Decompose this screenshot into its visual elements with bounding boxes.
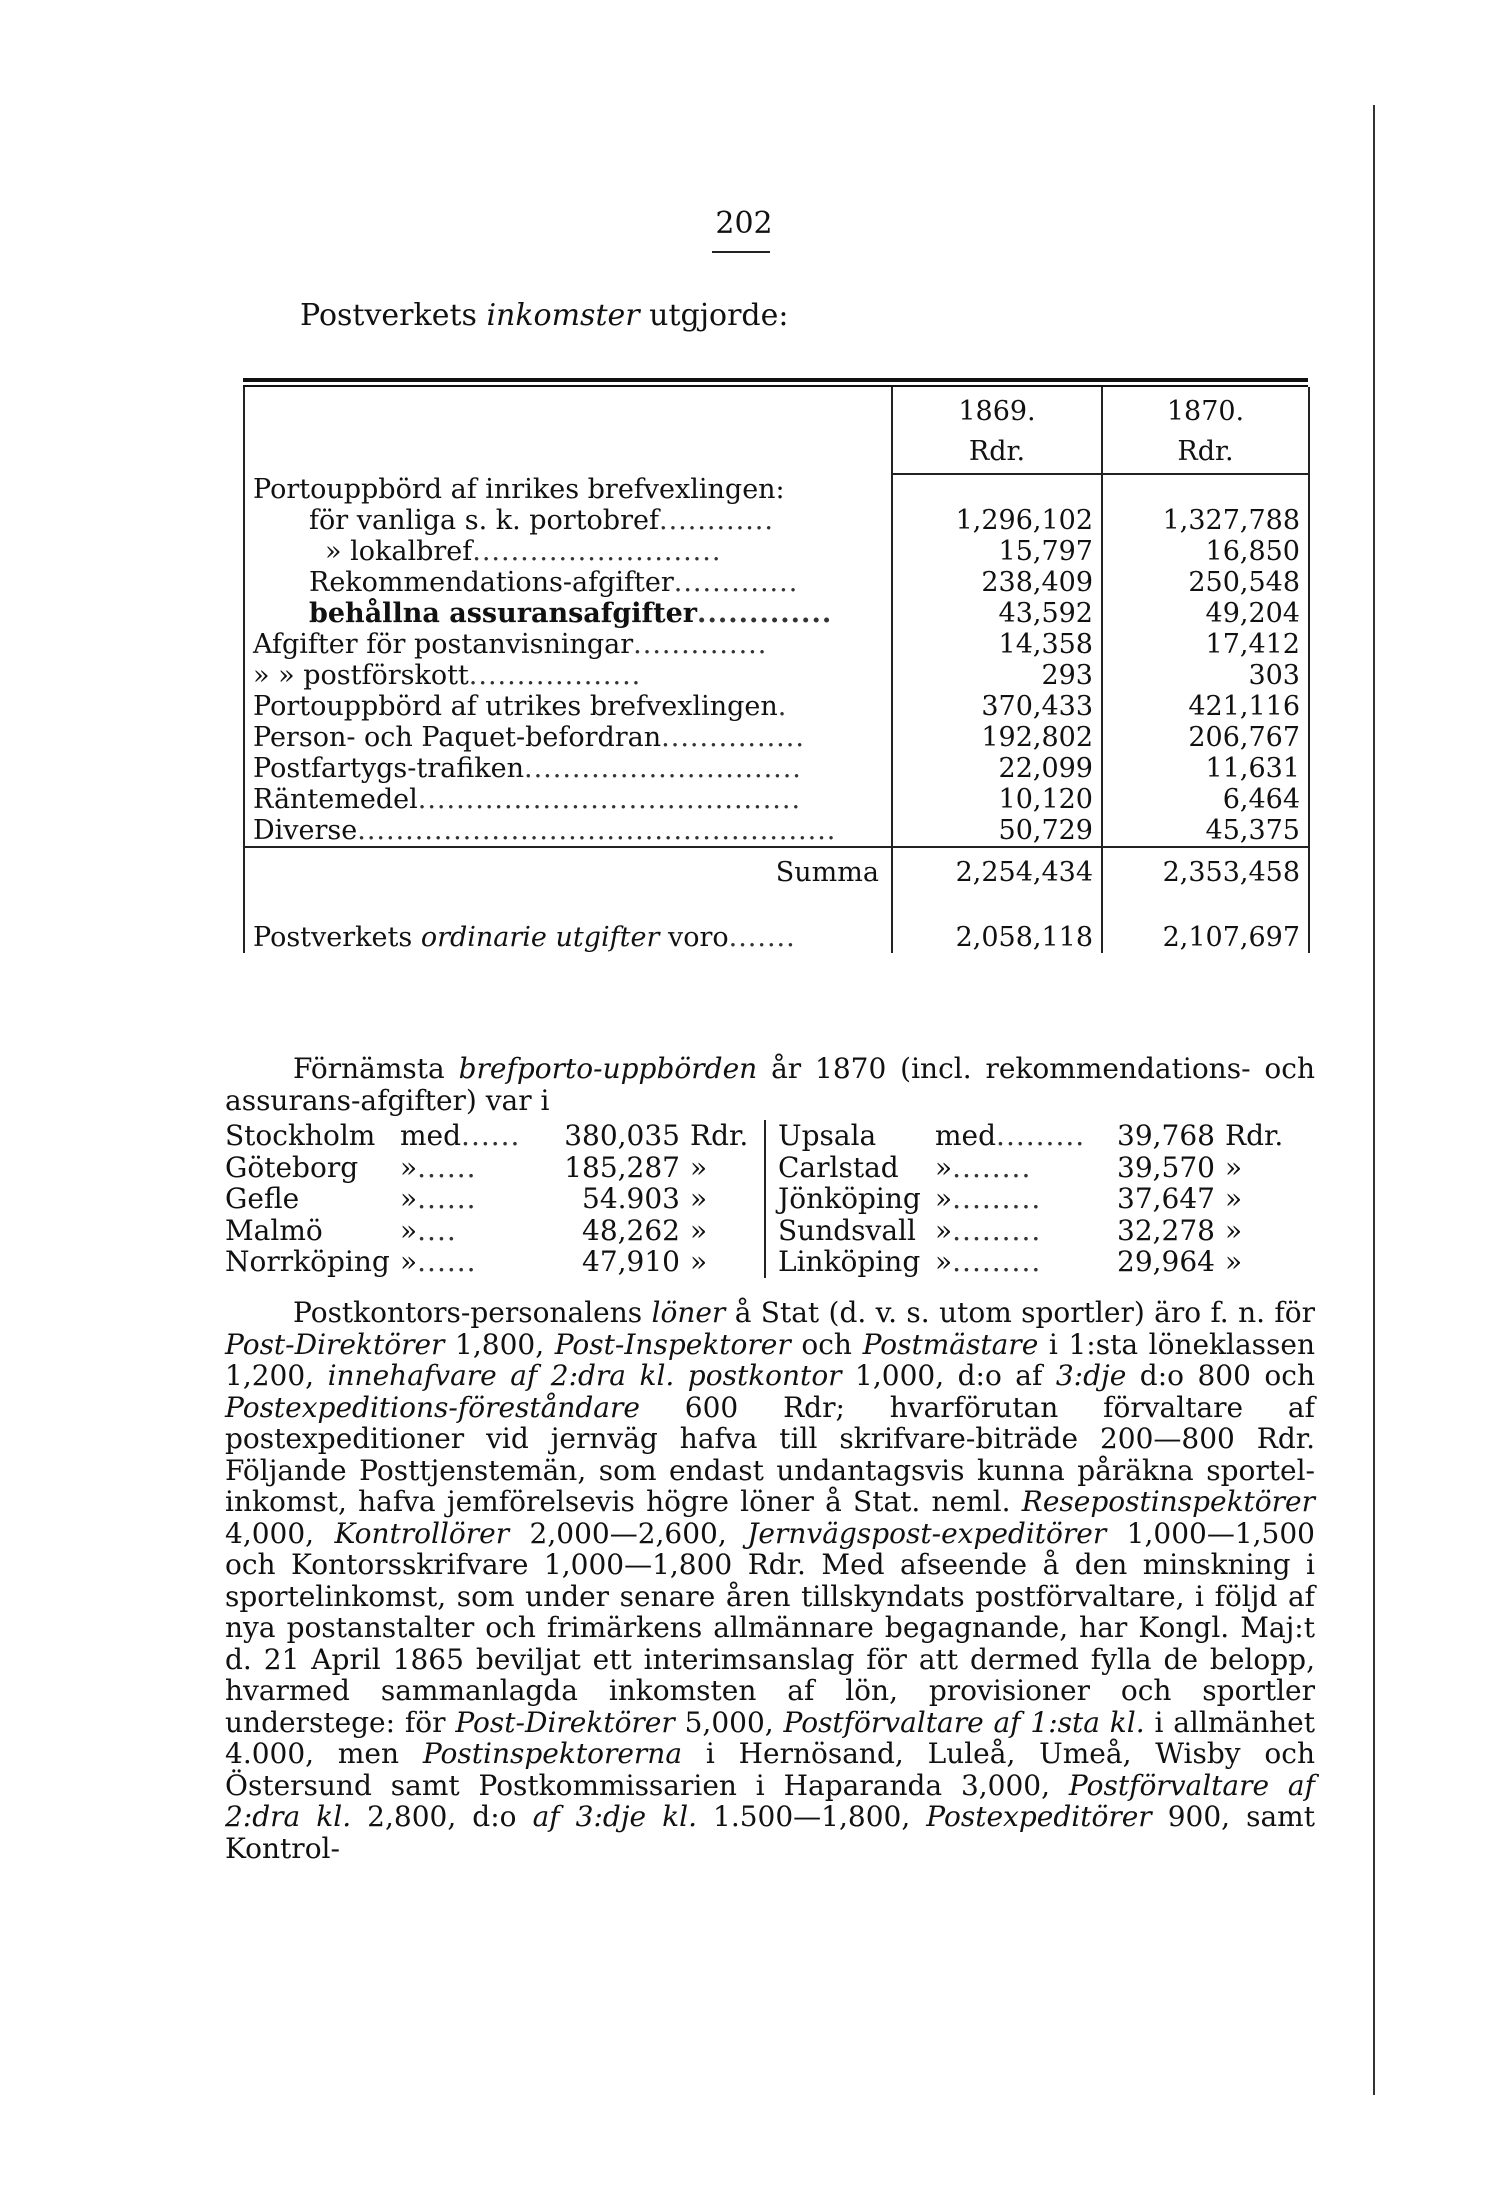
paragraph2-italic: 3:dje [1055,1359,1127,1392]
city-name: Stockholm [225,1119,376,1152]
city-prep: med [400,1119,462,1152]
summa-1869: 2,254,434 [892,847,1102,888]
leader-dots: .................................................. [357,815,837,846]
table-row [244,815,1309,847]
paragraph2-text: 2,800, d:o [351,1800,533,1833]
table-row [244,598,1309,629]
city-prep: » [935,1213,953,1247]
leader-dots: ......... [952,1182,1042,1215]
table-row [244,784,1309,815]
city-unit: » [1225,1245,1243,1278]
city-prep-cell [400,1183,510,1215]
leader-dots: ............... [661,722,805,753]
value-1870: 250,548 [1102,567,1309,598]
row-label: » » postförskott [253,660,469,691]
paragraph2-italic: Post-Direktörer [455,1705,675,1739]
value-1870: 17,412 [1102,629,1309,660]
summa-1870: 2,353,458 [1102,847,1309,888]
leader-dots: ............. [697,598,833,629]
city-name: Upsala [765,1120,935,1152]
summa-row [244,847,1309,888]
paragraph2-italic: Postförvaltare af 1:sta kl. [783,1705,1145,1739]
city-prep-cell [400,1215,510,1247]
city-name: Göteborg [225,1150,359,1184]
value-1869: 238,409 [892,567,1102,598]
header-unit-row [244,427,1309,467]
city-prep-cell [935,1215,1045,1247]
page-number-underline [712,251,770,253]
paragraph2-italic: af 3:dje kl. [532,1800,697,1833]
paragraph2-text: och [790,1327,863,1361]
city-name: Gefle [225,1182,300,1215]
city-value: 37,647 [1117,1182,1215,1215]
summa-label: Summa [244,847,892,888]
paragraph2-italic: Jernvägspost-expeditörer [747,1516,1107,1550]
leader-dots: .......................... [472,536,722,567]
city-unit: » [690,1245,708,1278]
value-1869: 14,358 [892,629,1102,660]
value-1869: 15,797 [892,536,1102,567]
city-prep: » [935,1245,953,1278]
city-value: 380,035 [564,1119,680,1152]
page-number: 202 [715,206,773,241]
row-label-cell [244,598,892,629]
city-prep: » [935,1150,953,1184]
table-row [244,722,1309,753]
value-1869: 22,099 [892,753,1102,784]
city-value: 39,768 [1117,1119,1215,1152]
table-row [244,691,1309,722]
expenses-1870: 2,107,697 [1102,922,1309,953]
value-1869: 10,120 [892,784,1102,815]
row-label-cell [244,567,892,598]
value-1870: 45,375 [1102,815,1309,847]
header-year-1869: 1869. [892,387,1102,427]
caption-prefix: Postverkets [300,298,487,333]
city-value: 185,287 [564,1150,680,1184]
header-unit-1869: Rdr. [892,427,1102,467]
city-prep-cell [400,1119,521,1152]
city-row [225,1246,1315,1278]
city-unit: » [690,1213,708,1247]
value-1870: 11,631 [1102,753,1309,784]
table-row [244,629,1309,660]
paragraph2-italic: innehafvare af 2:dra kl. postkontor [327,1359,842,1392]
row-label: Rekommendations-afgifter [309,567,674,598]
row-label: Portouppbörd af utrikes brefvexlingen [253,691,778,722]
city-value: 48,262 [582,1213,680,1247]
city-row [225,1120,1315,1152]
header-year-row [244,387,1309,427]
table-row [244,536,1309,567]
leader-dots: ...... [417,1182,477,1215]
paragraph2-text: i Hernösand, Luleå, Umeå, Wisby och Östersund samt Postkommissarien i Haparanda 3,000, [225,1737,1316,1802]
leader-dots: ....... [728,922,796,953]
city-name: Sundsvall [765,1215,935,1247]
city-unit: » [1225,1182,1243,1215]
paragraph2-text: d:o 800 och [1126,1359,1315,1392]
city-row [225,1152,1315,1184]
row-label: Afgifter för postanvisningar [253,629,634,660]
paragraph2-italic: löner [651,1296,726,1329]
row-label-cell [244,505,892,536]
section-label-row [244,474,1309,505]
row-label: Diverse [253,815,358,846]
expenses-italic: ordinarie utgifter [420,922,660,953]
header-unit-1870: Rdr. [1102,427,1309,467]
value-1869: 293 [892,660,1102,691]
value-1869: 50,729 [892,815,1102,847]
city-value: 54.903 [582,1182,680,1215]
value-1870: 206,767 [1102,722,1309,753]
value-1869: 43,592 [892,598,1102,629]
city-value: 29,964 [1117,1245,1215,1278]
table-top-rule [243,378,1308,382]
row-label: Postfartygs-trafiken [253,753,524,784]
city-unit: » [690,1182,708,1215]
city-unit: Rdr. [690,1119,749,1152]
margin-line [1373,105,1375,2095]
city-prep: » [935,1182,953,1215]
expenses-suffix: voro [659,922,729,953]
city-prep-cell [935,1152,1045,1184]
value-1870: 1,327,788 [1102,505,1309,536]
paragraph2-text: 1,000, d:o af [841,1359,1056,1392]
value-1869: 370,433 [892,691,1102,722]
cities-table [225,1120,1315,1278]
paragraph2-text: 600 Rdr; hvarförutan förvaltare af postexpeditioner vid jernväg hafva till skrifvare-biträde 200—800 Rdr. Följande Posttjenstemän, som endast undantagsvis kunna påräkna sportel-inkomst, hafva jemförelsevis högre löner å Stat. neml. [225,1390,1315,1518]
paragraph2-text: Postkontors-personalens [293,1296,652,1329]
table-row [244,660,1309,691]
table-caption [300,298,789,333]
leader-dots: ......... [952,1213,1042,1247]
city-value: 39,570 [1117,1150,1215,1184]
row-label-cell [244,753,892,784]
expenses-row [244,922,1309,953]
city-prep: med [935,1119,997,1152]
city-name: Malmö [225,1213,323,1247]
city-unit: » [1225,1213,1243,1247]
city-unit: » [690,1150,708,1184]
row-label-cell [244,536,892,567]
paragraph2-italic: Post-Direktörer [225,1327,445,1361]
row-label-cell [244,691,892,722]
leader-dots: ............ [658,505,774,536]
city-prep-cell [400,1246,510,1278]
city-prep: » [400,1245,418,1278]
paragraph2-italic: Post-Inspektorer [554,1327,791,1361]
leader-dots: .... [417,1213,457,1247]
expenses-prefix: Postverkets [253,922,421,953]
paragraph2-text: i allmänhet 4.000, men [225,1705,1315,1770]
city-name: Linköping [765,1246,935,1278]
city-prep: » [400,1150,418,1184]
section-label: Portouppbörd af inrikes brefvexlingen: [244,474,892,505]
row-label-cell [244,660,892,691]
city-unit: » [1225,1150,1243,1184]
leader-dots: ............. [673,567,799,598]
city-value: 32,278 [1117,1213,1215,1247]
paragraph2-text: 4,000, [225,1516,335,1550]
paragraph2-italic: Resepostinspektörer [1021,1485,1315,1518]
row-label-cell [244,784,892,815]
paragraph2-text: i 1:sta löneklassen 1,200, [225,1327,1316,1392]
income-table-wrap [243,378,1308,953]
value-1870: 303 [1102,660,1309,691]
paragraph2-italic: Postinspektorerna [422,1737,683,1770]
caption-suffix: utgjorde: [639,298,789,333]
city-row [225,1183,1315,1215]
paragraph2-text: 2,000—2,600, [509,1516,748,1550]
leader-dots: ........................................ [417,784,802,815]
leader-dots: ........ [952,1150,1032,1184]
expenses-label-cell [244,922,892,953]
paragraph1-before: Förnämsta [293,1052,459,1085]
cities-table-wrap [225,1120,1315,1278]
leader-dots: .................. [468,660,642,691]
paragraph1-after: år 1870 (incl. rekommendations- och assurans-afgifter) var i [225,1052,1315,1117]
city-prep-cell [935,1119,1086,1152]
city-name: Norrköping [225,1245,390,1278]
paragraph2-italic: Postexpeditions-föreståndare [225,1390,640,1424]
city-name: Carlstad [765,1152,935,1184]
value-1869: 1,296,102 [892,505,1102,536]
paragraph2-italic: Postexpeditörer [926,1800,1152,1833]
city-unit: Rdr. [1225,1119,1284,1152]
leader-dots: ...... [461,1119,521,1152]
paragraph-brefporto [225,1053,1315,1116]
city-name: Jönköping [765,1183,935,1215]
city-prep-cell [935,1183,1045,1215]
table-row [244,567,1309,598]
city-prep: » [400,1182,418,1215]
paragraph-loner [225,1297,1315,1864]
row-label-cell [244,815,892,847]
paragraph2-text: 900, samt Kontrol- [225,1800,1315,1865]
paragraph2-text: 5,000, [674,1705,784,1739]
paragraph2-text: 1,000—1,500 och Kontorsskrifvare 1,000—1,800 Rdr. Med afseende å den minskning i sportelinkomst, som under senare åren tillskyndats postförvaltare, i följd af nya postanstalter och frimärkens allmännare begagnande, har Kongl. Maj:t d. 21 April 1865 beviljat ett interimsanslag för att dermed fylla de belopp, hvarmed sammanlagda inkomsten af lön, provisioner och sportler understege: för [225,1516,1315,1739]
leader-dots: ............................. [524,753,802,784]
header-year-1870: 1870. [1102,387,1309,427]
row-label-cell [244,722,892,753]
value-1870: 421,116 [1102,691,1309,722]
paragraph2-text: 1,800, [444,1327,555,1361]
row-label: behållna assuransafgifter [309,598,698,629]
row-label: för vanliga s. k. portobref [309,505,659,536]
table-row [244,505,1309,536]
value-1869: 192,802 [892,722,1102,753]
income-table [243,387,1310,953]
city-prep-cell [935,1246,1045,1278]
paragraph2-text: 1.500—1,800, [696,1800,927,1833]
leader-dots: ...... [417,1150,477,1184]
row-label-cell [244,629,892,660]
caption-italic: inkomster [486,298,640,333]
paragraph2-italic: Postförvaltare af 2:dra kl. [225,1768,1315,1833]
value-1870: 49,204 [1102,598,1309,629]
value-1870: 6,464 [1102,784,1309,815]
city-value: 47,910 [582,1245,680,1278]
row-label: Person- och Paquet-befordran [253,722,662,753]
leader-dots: . [777,691,788,722]
expenses-1869: 2,058,118 [892,922,1102,953]
value-1870: 16,850 [1102,536,1309,567]
table-row [244,753,1309,784]
paragraph2-text: å Stat (d. v. s. utom sportler) äro f. n. för [725,1296,1316,1329]
city-prep: » [400,1213,418,1247]
city-row [225,1215,1315,1247]
leader-dots: .............. [633,629,768,660]
leader-dots: ...... [417,1245,477,1278]
paragraph1-italic: brefporto-uppbörden [458,1052,758,1085]
leader-dots: ......... [996,1119,1086,1152]
paragraph2-italic: Kontrollörer [334,1516,510,1550]
city-prep-cell [400,1152,510,1184]
leader-dots: ......... [952,1245,1042,1278]
row-label: » lokalbref [325,536,473,567]
row-label: Räntemedel [253,784,418,815]
paragraph2-italic: Postmästare [862,1327,1039,1361]
